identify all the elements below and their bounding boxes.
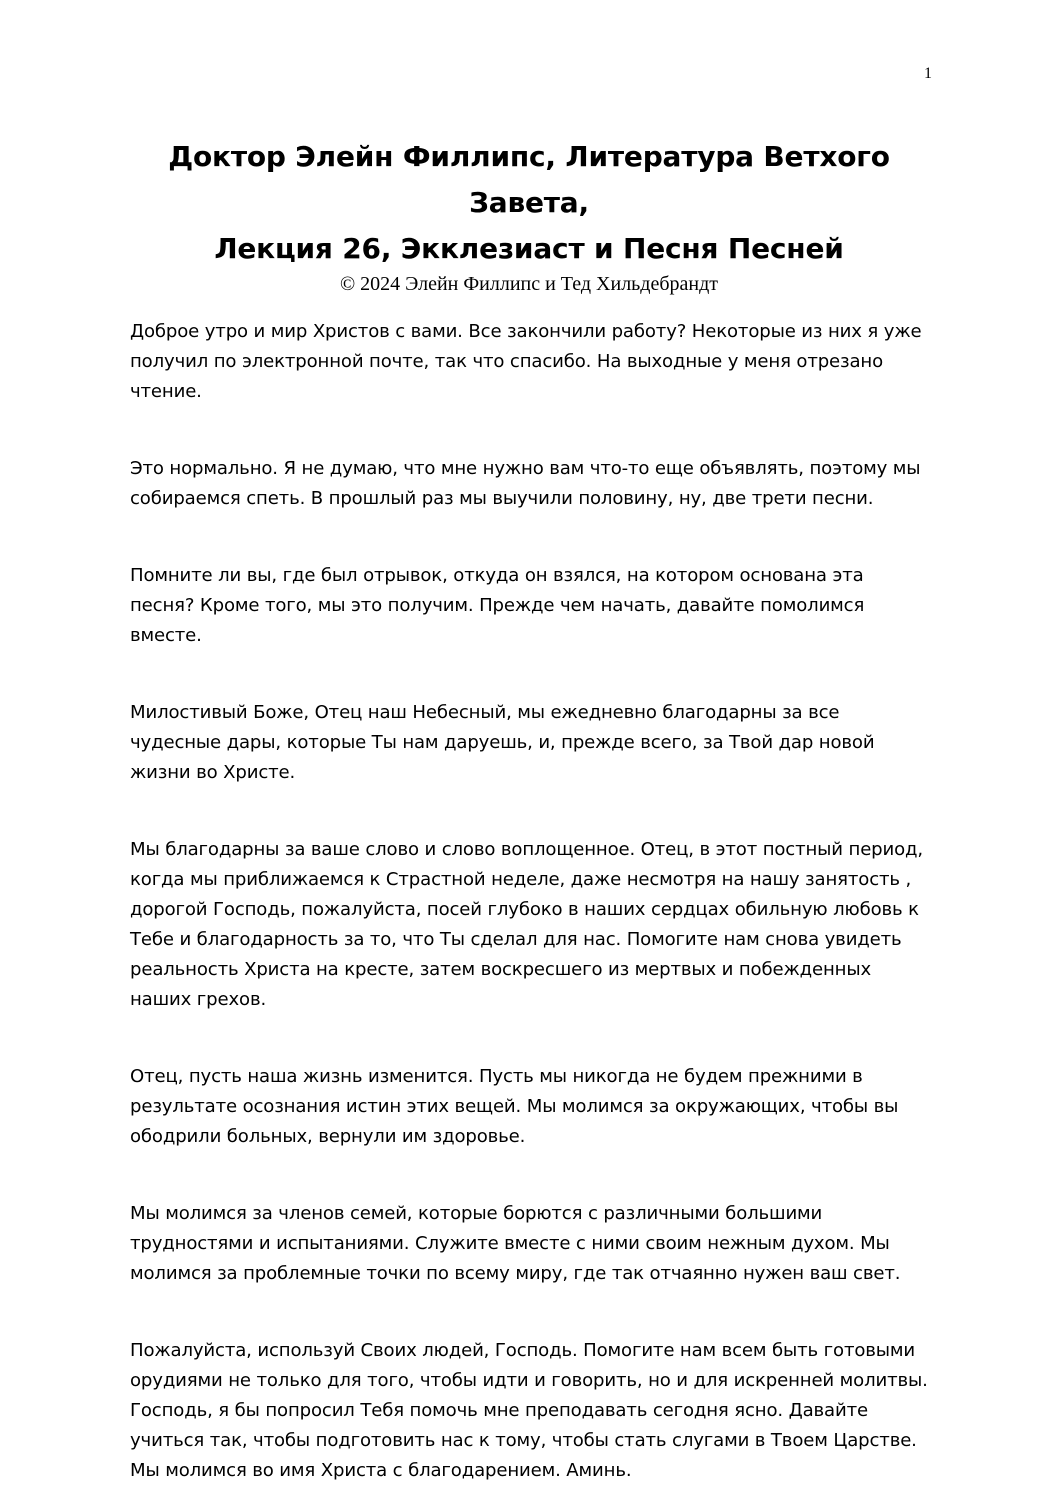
paragraph-8: Пожалуйста, используй Своих людей, Господь. Помогите нам всем быть готовыми орудиями не только для того, чтобы идти и говорить, но и для искренней молитвы. Господь, я бы попросил Тебя помочь мне преподавать сегодня ясно. Давайте учиться так, чтобы подготовить нас к тому, чтобы стать слугами в Твоем Царстве. Мы молимся во имя Христа с благодарением. Аминь. xyxy=(130,1340,928,1481)
paragraph-1: Доброе утро и мир Христов с вами. Все закончили работу? Некоторые из них я уже получил по электронной почте, так что спасибо. На выходные у меня отрезано чтение. xyxy=(130,321,922,402)
title-line-1: Доктор Элейн Филлипс, Литература Ветхого xyxy=(168,140,890,173)
title-line-2: Завета, xyxy=(469,186,589,219)
paragraph-3: Помните ли вы, где был отрывок, откуда он взялся, на котором основана эта песня? Кроме того, мы это получим. Прежде чем начать, давайте помолимся вместе. xyxy=(130,565,865,646)
paragraph-2: Это нормально. Я не думаю, что мне нужно вам что-то еще объявлять, поэтому мы собираемся спеть. В прошлый раз мы выучили половину, ну, две трети песни. xyxy=(130,458,921,509)
title-line-3: Лекция 26, Экклезиаст и Песня Песней xyxy=(214,232,844,265)
copyright-line: © 2024 Элейн Филлипс и Тед Хильдебрандт xyxy=(339,273,719,295)
paragraph-4: Милостивый Боже, Отец наш Небесный, мы ежедневно благодарны за все чудесные дары, которые Ты нам даруешь, и, прежде всего, за Твой дар новой жизни во Христе. xyxy=(130,702,875,783)
paragraph-6: Отец, пусть наша жизнь изменится. Пусть мы никогда не будем прежними в результате осознания истин этих вещей. Мы молимся за окружающих, чтобы вы ободрили больных, вернули им здоровье. xyxy=(130,1066,899,1147)
paragraph-5: Мы благодарны за ваше слово и слово воплощенное. Отец, в этот постный период, когда мы приближаемся к Страстной неделе, даже несмотря на нашу занятость , дорогой Господь, пожалуйста, посей глубоко в наших сердцах обильную любовь к Тебе и благодарность за то, что Ты сделал для нас. Помогите нам снова увидеть реальность Христа на кресте, затем воскресшего из мертвых и побежденных наших грехов. xyxy=(130,839,924,1010)
body-text xyxy=(130,317,932,1486)
paragraph-7: Мы молимся за членов семей, которые борются с различными большими трудностями и испытаниями. Служите вместе с ними своим нежным духом. Мы молимся за проблемные точки по всему миру, где так отчаянно нужен ваш свет. xyxy=(130,1203,901,1284)
title-block xyxy=(120,134,938,296)
page-number: 1 xyxy=(924,65,932,82)
